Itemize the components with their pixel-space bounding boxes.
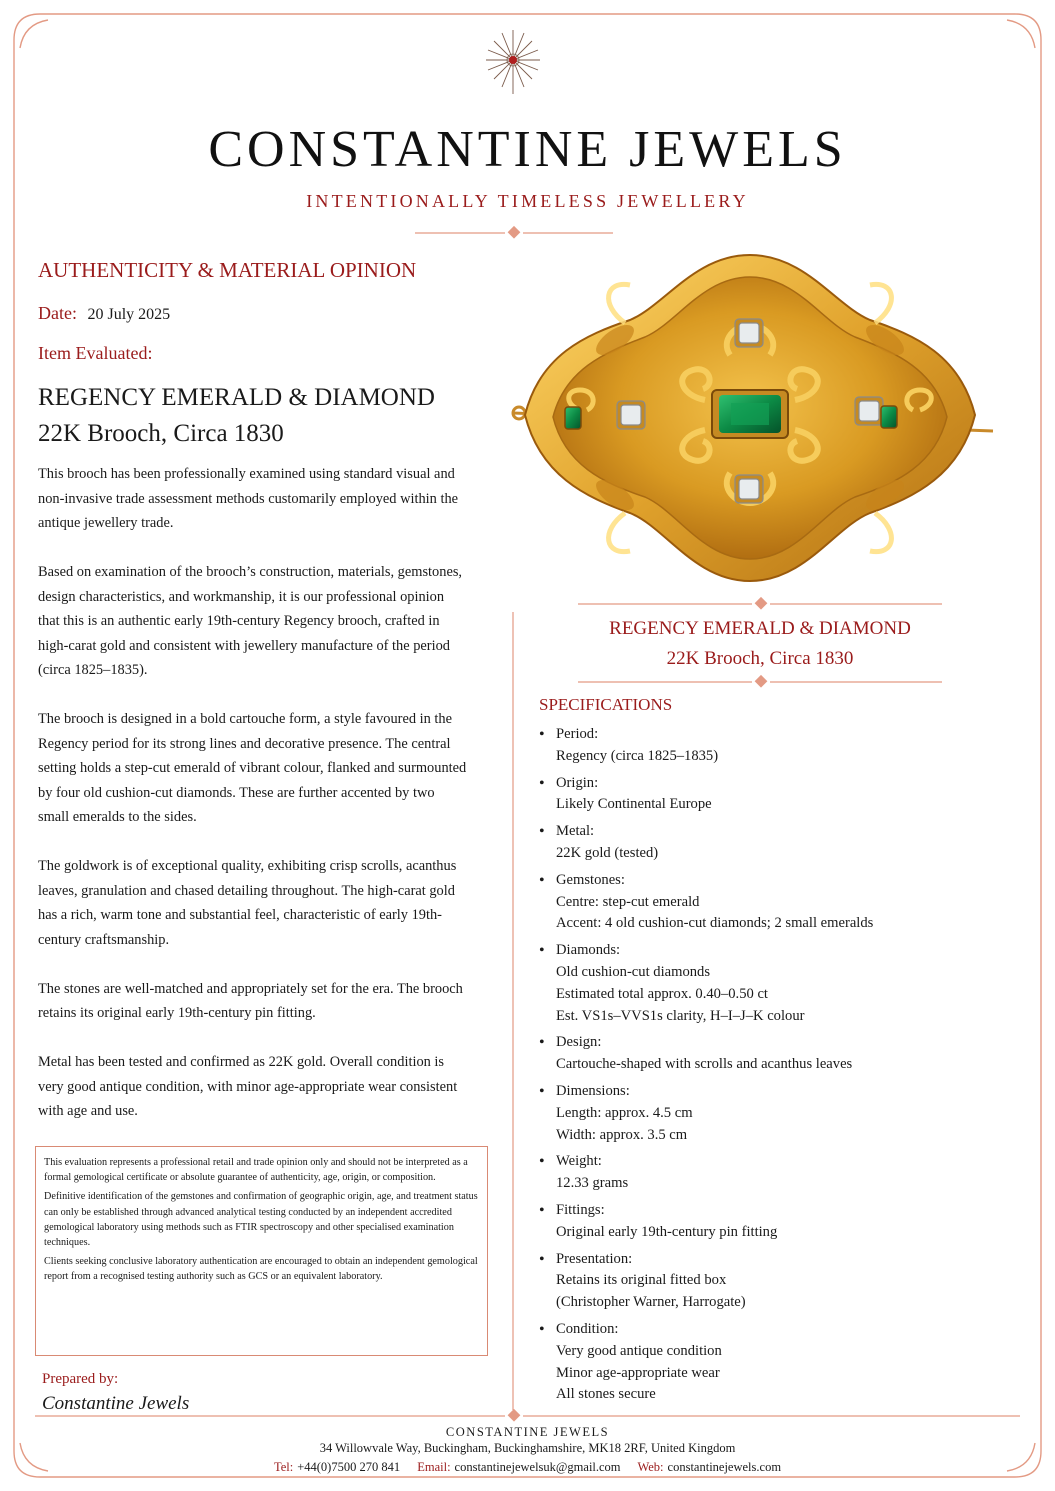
opinion-paragraph: The brooch is designed in a bold cartouche form, a style favoured in the Regency period for its strong lines and decorative presence. The central setting holds a step-cut emerald of vibrant colour, flanked and surmounted by four old cushion-cut diamonds. These are further accented by two small emeralds to the sides. <box>38 711 467 825</box>
opinion-paragraph: Based on examination of the brooch’s construction, materials, gemstones, design characteristics, and workmanship, it is our professional opinion that this is an authentic early 19th-century Regency brooch, crafted in high-carat gold and consistent with jewellery manufacture of the period (circa 1825–1835). <box>38 564 463 678</box>
spec-value: Width: approx. 3.5 cm <box>556 1126 688 1143</box>
spec-value: Est. VS1s–VVS1s clarity, H–I–J–K colour <box>556 1007 805 1024</box>
item-caption-line1: REGENCY EMERALD & DIAMOND <box>609 618 911 639</box>
item-caption-line2: 22K Brooch, Circa 1830 <box>666 648 854 669</box>
opinion-paragraph: Metal has been tested and confirmed as 22K gold. Overall condition is very good antique condition, with minor age-appropriate wear consistent with age and use. <box>38 1054 458 1119</box>
starburst-emblem-icon <box>482 28 544 96</box>
spec-key: • Gemstones: <box>556 871 625 888</box>
opinion-paragraph: The goldwork is of exceptional quality, exhibiting crisp scrolls, acanthus leaves, granulation and chased detailing throughout. The high-carat gold has a rich, warm tone and substantial feel, characteristic of early 19th-century craftsmanship. <box>38 858 457 948</box>
item-title-line2: 22K Brooch, Circa 1830 <box>38 420 284 447</box>
spec-key: • Condition: <box>556 1320 619 1337</box>
spec-item <box>539 1319 969 1406</box>
web-label: Web: <box>637 1460 664 1474</box>
spec-value: Length: approx. 4.5 cm <box>556 1104 693 1121</box>
item-evaluated-label: Item Evaluated: <box>38 343 153 363</box>
web-link[interactable]: constantinejewels.com <box>667 1460 782 1474</box>
spec-value: Estimated total approx. 0.40–0.50 ct <box>556 985 768 1002</box>
specifications-list <box>539 724 969 1411</box>
date-line <box>38 303 170 324</box>
spec-item <box>539 1081 969 1146</box>
disclaimer-paragraph: This evaluation represents a professional retail and trade opinion only and should not be interpreted as a formal gemological certificate or absolute guarantee of authenticity, age, origin, or composition. <box>44 1157 468 1184</box>
spec-item <box>539 940 969 1027</box>
footer-brand: CONSTANTINE JEWELS <box>445 1425 610 1439</box>
spec-value: Centre: step-cut emerald <box>556 893 700 910</box>
spec-value: Cartouche-shaped with scrolls and acanthus leaves <box>556 1056 853 1073</box>
disclaimer-paragraph: Definitive identification of the gemstones and confirmation of geographic origin, age, and treatment status can only be established through advanced analytical testing conducted by an independent accredited gemological laboratory using methods such as FTIR spectroscopy and other specialised examination techniques. <box>44 1191 478 1249</box>
spec-value: Retains its original fitted box <box>556 1272 727 1289</box>
spec-item <box>539 1249 969 1314</box>
spec-key: • Metal: <box>556 823 595 840</box>
footer-contact <box>0 1460 1055 1475</box>
spec-key: • Diamonds: <box>556 942 621 959</box>
spec-value: All stones secure <box>556 1386 656 1403</box>
item-title-line1: REGENCY EMERALD & DIAMOND <box>38 384 435 411</box>
spec-value: (Christopher Warner, Harrogate) <box>556 1294 746 1311</box>
spec-item <box>539 870 969 935</box>
spec-key: • Design: <box>556 1034 602 1051</box>
section-title: AUTHENTICITY & MATERIAL OPINION <box>38 258 417 282</box>
specifications-title: SPECIFICATIONS <box>539 695 673 714</box>
date-value: 20 July 2025 <box>87 306 171 323</box>
spec-key: • Presentation: <box>556 1250 633 1267</box>
opinion-paragraph: This brooch has been professionally examined using standard visual and non-invasive trade assessment methods customarily employed within the antique jewellery trade. <box>38 466 459 531</box>
spec-value: Regency (circa 1825–1835) <box>556 747 719 764</box>
tel-label: Tel: <box>273 1460 294 1474</box>
email-link[interactable]: constantinejewelsuk@gmail.com <box>454 1460 621 1474</box>
brand-name: CONSTANTINE JEWELS <box>208 121 847 178</box>
spec-item <box>539 1151 969 1195</box>
spec-value: 22K gold (tested) <box>556 844 659 861</box>
spec-key: • Dimensions: <box>556 1082 630 1099</box>
spec-key: • Origin: <box>556 774 599 791</box>
spec-value: Original early 19th-century pin fitting <box>556 1223 778 1240</box>
spec-value: 12.33 grams <box>556 1175 629 1192</box>
spec-item <box>539 821 969 865</box>
spec-value: Minor age-appropriate wear <box>556 1364 720 1381</box>
spec-key: • Period: <box>556 726 599 742</box>
spec-key: • Weight: <box>556 1153 602 1170</box>
spec-value: Old cushion-cut diamonds <box>556 963 711 980</box>
spec-item <box>539 773 969 817</box>
brooch-image <box>505 245 995 590</box>
spec-item <box>539 1032 969 1076</box>
spec-value: Accent: 4 old cushion-cut diamonds; 2 small emeralds <box>556 915 874 932</box>
tel-value: +44(0)7500 270 841 <box>297 1460 401 1474</box>
disclaimer-paragraph: Clients seeking conclusive laboratory authentication are encouraged to obtain an independent gemological report from a recognised testing authority such as GCS or an equivalent laboratory. <box>44 1256 478 1283</box>
opinion-body <box>38 462 468 1148</box>
prepared-by-label: Prepared by: <box>42 1371 119 1387</box>
spec-key: • Fittings: <box>556 1201 605 1218</box>
spec-item <box>539 724 969 768</box>
diamond-divider-icon <box>508 226 521 239</box>
item-title <box>38 380 435 452</box>
spec-value: Very good antique condition <box>556 1342 722 1359</box>
date-label: Date: <box>38 303 77 323</box>
disclaimer-box <box>35 1146 488 1356</box>
footer-address: 34 Willowvale Way, Buckingham, Buckinghamshire, MK18 2RF, United Kingdom <box>319 1441 736 1455</box>
item-caption <box>555 614 965 674</box>
spec-item <box>539 1200 969 1244</box>
prepared-by-signature: Constantine Jewels <box>42 1393 190 1414</box>
spec-value: Likely Continental Europe <box>556 796 712 813</box>
email-label: Email: <box>417 1460 451 1474</box>
brand-tagline: INTENTIONALLY TIMELESS JEWELLERY <box>306 191 749 211</box>
opinion-paragraph: The stones are well-matched and appropriately set for the era. The brooch retains its original early 19th-century pin fitting. <box>38 980 463 1021</box>
